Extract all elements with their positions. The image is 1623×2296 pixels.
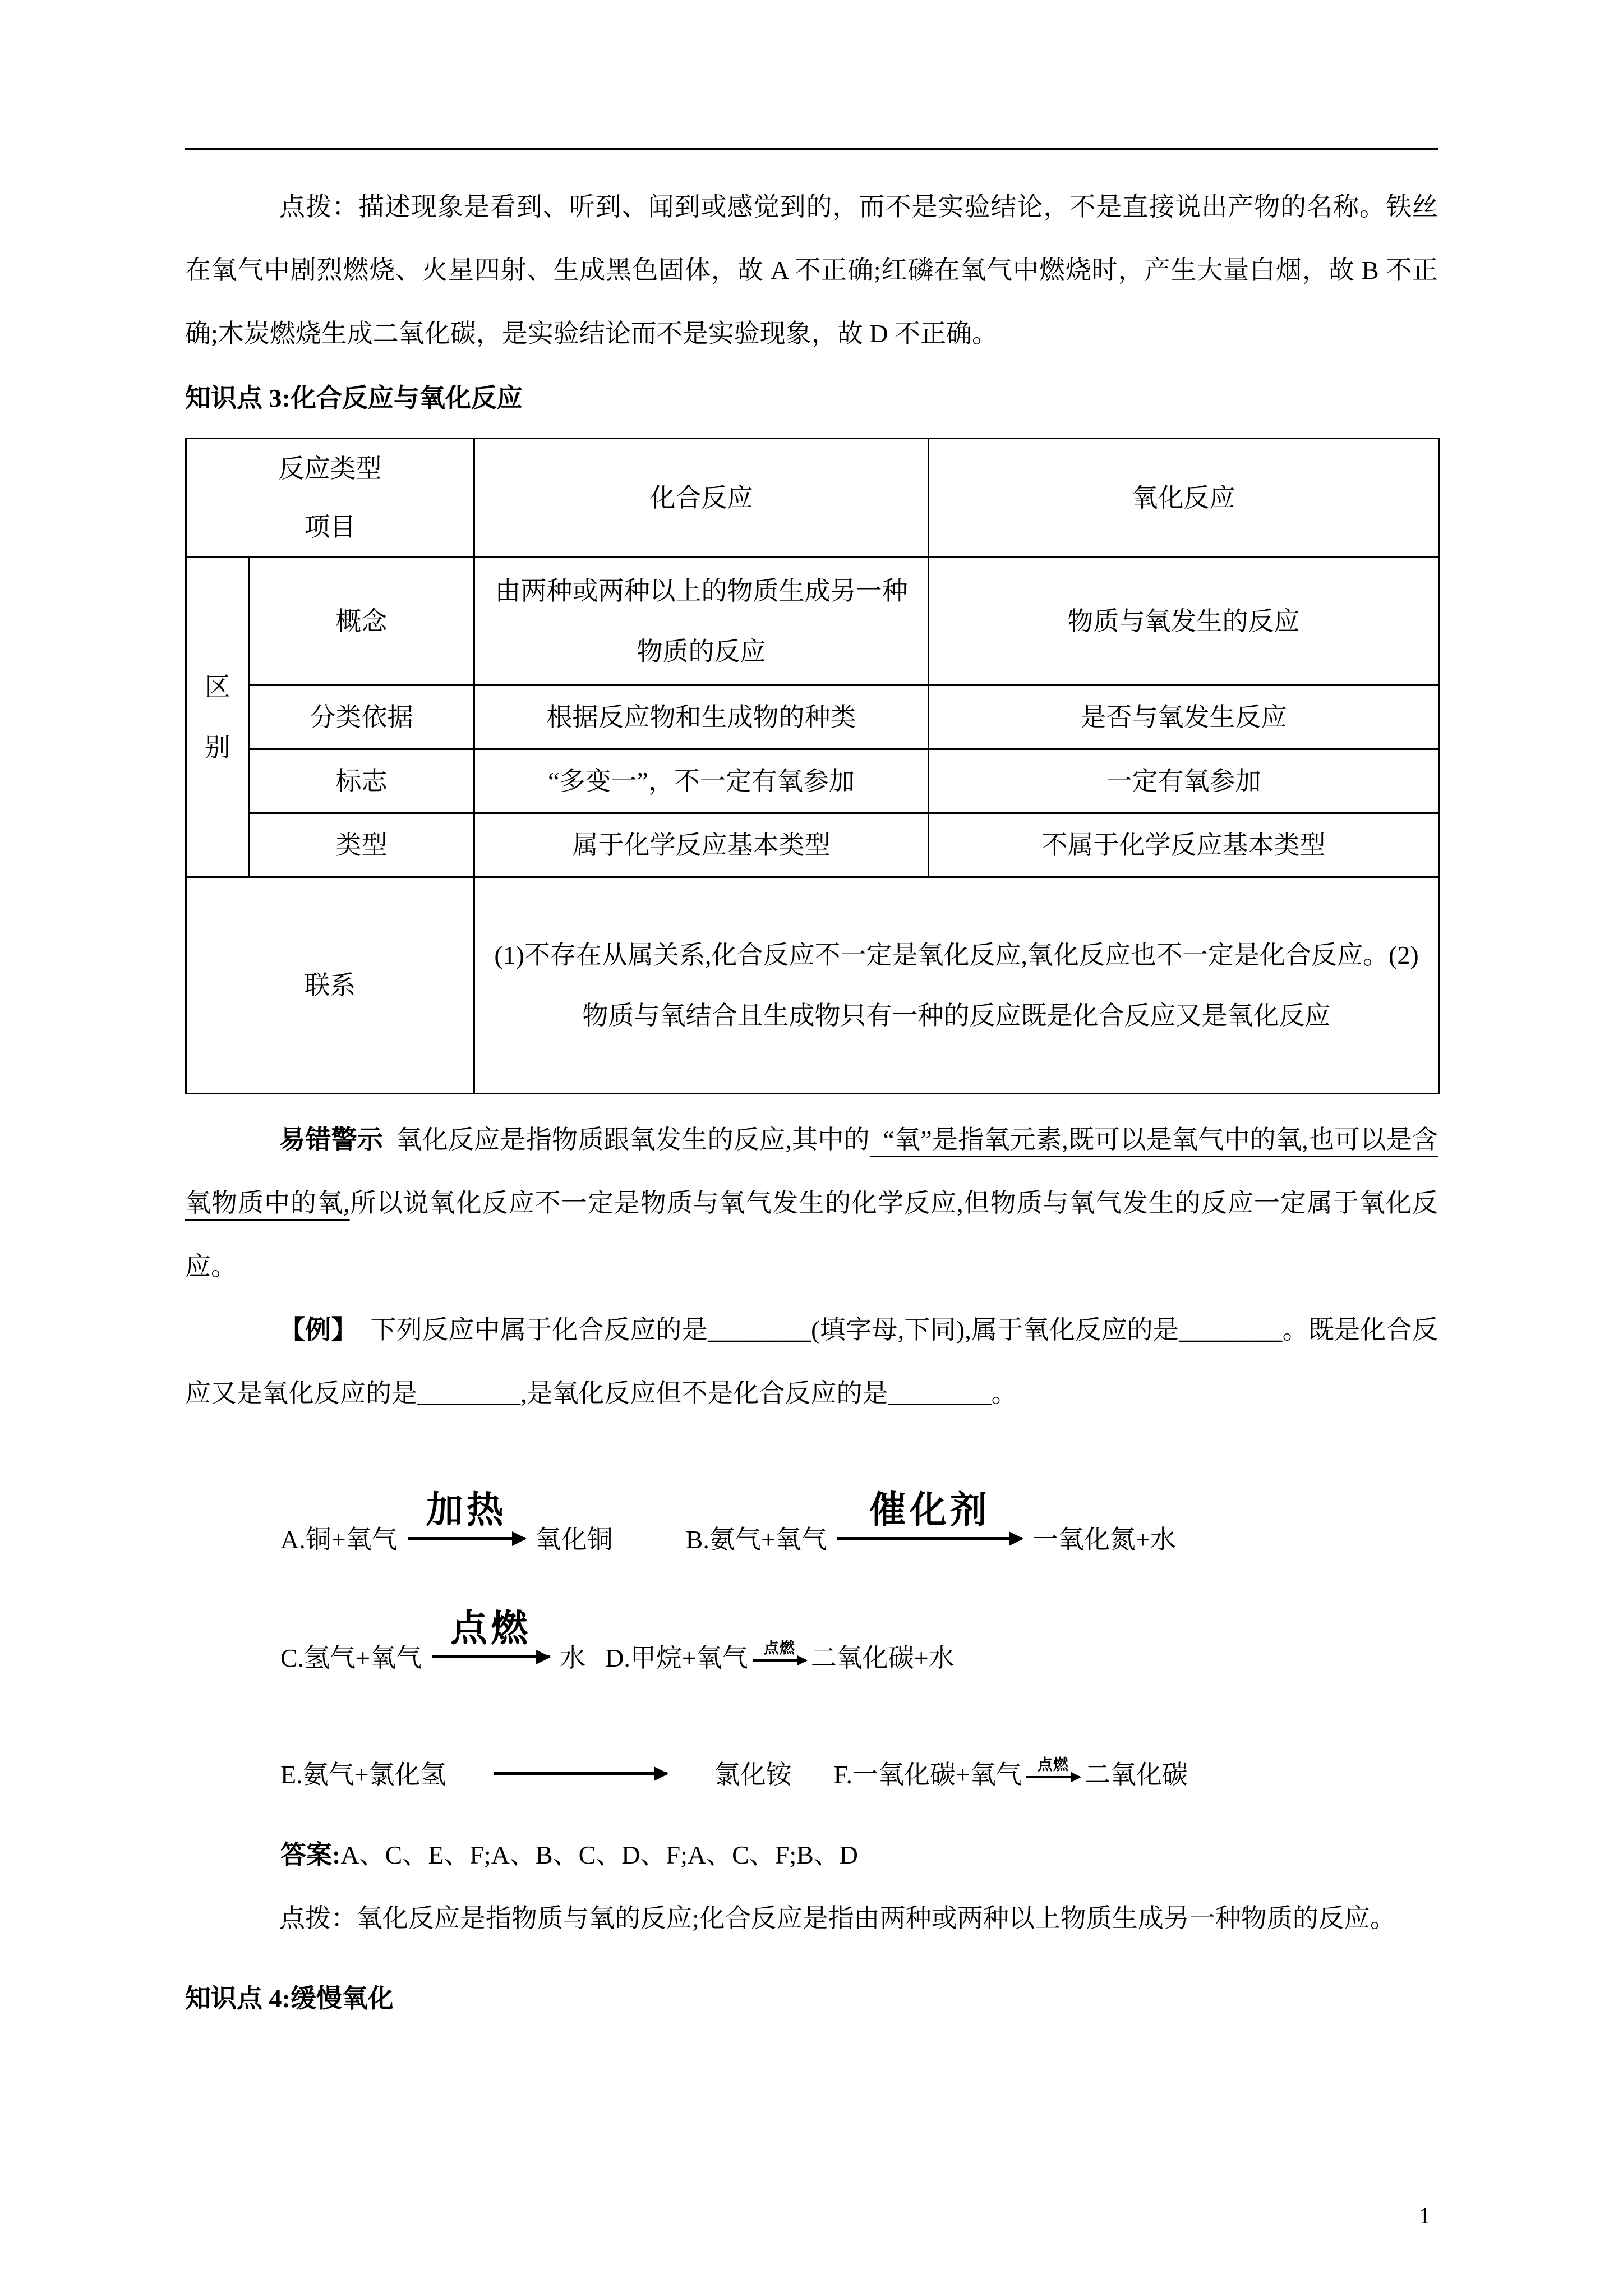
dianbo-2-text: 氧化反应是指物质与氧的反应;化合反应是指由两种或两种以上物质生成另一种物质的反应。 — [357, 1904, 1396, 1932]
reaction-c-lhs: C.氢气+氧气 — [280, 1644, 422, 1672]
table-row-mark — [186, 749, 1439, 813]
basis-combination: 根据反应物和生成物的种类 — [474, 685, 929, 749]
example-text: 下列反应中属于化合反应的是________(填字母,下同),属于氧化反应的是________。既是化合反应又是氧化反应的是________,是氧化反应但不是化合反应的是________。 — [185, 1315, 1438, 1407]
column-header-combination: 化合反应 — [474, 439, 929, 558]
reaction-f-condition: 点燃 — [1037, 1756, 1069, 1773]
paragraph-dianbo-2 — [185, 1887, 1438, 1950]
right-arrow-icon — [753, 1659, 806, 1662]
example-label: 【例】 — [279, 1315, 357, 1344]
reaction-f-lhs: F.一氧化碳+氧气 — [833, 1760, 1022, 1789]
dianbo-1-text: 描述现象是看到、听到、闻到或感觉到的，而不是实验结论，不是直接说出产物的名称。铁丝在氧气中剧烈燃烧、火星四射、生成黑色固体，故 A 不正确;红磷在氧气中燃烧时，产生大量白烟，故 B 不正确;木炭燃烧生成二氧化碳，是实验结论而不是实验现象，故 D 不正确。 — [185, 192, 1438, 348]
reaction-line-1 — [185, 1492, 1438, 1571]
reaction-e-rhs: 氯化铵 — [714, 1760, 792, 1789]
table-row-concept — [186, 558, 1439, 685]
row-label-type: 类型 — [249, 813, 474, 877]
relation-text: (1)不存在从属关系,化合反应不一定是氧化反应,氧化反应也不一定是化合反应。(2)物质与氧结合且生成物只有一种的反应既是化合反应又是氧化反应 — [474, 877, 1439, 1094]
reaction-d-rhs: 二氧化碳+水 — [810, 1644, 955, 1672]
reaction-d-lhs: D.甲烷+氧气 — [605, 1644, 748, 1672]
concept-combination: 由两种或两种以上的物质生成另一种物质的反应 — [474, 558, 929, 685]
answer-text: A、C、E、F;A、B、C、D、F;A、C、F;B、D — [340, 1841, 859, 1869]
reaction-line-2 — [185, 1608, 1438, 1690]
table-header-row — [186, 439, 1439, 558]
reaction-d-condition: 点燃 — [763, 1640, 795, 1657]
answer-label: 答案: — [280, 1841, 341, 1869]
table-row-relation — [186, 877, 1439, 1094]
right-arrow-icon — [1026, 1776, 1080, 1778]
reaction-c-arrow — [432, 1608, 550, 1658]
relation-label: 联系 — [186, 877, 474, 1094]
header-rule — [185, 148, 1438, 150]
reaction-c-rhs: 水 — [560, 1644, 586, 1672]
table-row-type — [186, 813, 1439, 877]
reaction-a-arrow — [408, 1492, 525, 1540]
reaction-f-arrow — [1026, 1757, 1080, 1778]
reaction-b-arrow — [837, 1492, 1022, 1540]
group-label-distinction: 区别 — [186, 558, 249, 877]
reaction-f-rhs: 二氧化碳 — [1084, 1760, 1188, 1789]
corner-type-label: 反应类型 — [278, 454, 382, 483]
type-combination: 属于化学反应基本类型 — [474, 813, 929, 877]
concept-oxidation: 物质与氧发生的反应 — [929, 558, 1439, 685]
type-oxidation: 不属于化学反应基本类型 — [929, 813, 1439, 877]
column-header-oxidation: 氧化反应 — [929, 439, 1439, 558]
right-arrow-icon — [432, 1655, 550, 1658]
reaction-e-arrow — [494, 1764, 667, 1775]
table-row-basis — [186, 685, 1439, 749]
row-label-concept: 概念 — [249, 558, 474, 685]
mark-combination: “多变一”，不一定有氧参加 — [474, 749, 929, 813]
mark-oxidation: 一定有氧参加 — [929, 749, 1439, 813]
reaction-b-rhs: 一氧化氮+水 — [1032, 1525, 1176, 1554]
row-label-basis: 分类依据 — [249, 685, 474, 749]
dianbo-1-label: 点拨： — [279, 192, 358, 221]
reaction-a-lhs: A.铜+氧气 — [280, 1525, 398, 1554]
row-label-mark: 标志 — [249, 749, 474, 813]
warning-pre-text: 氧化反应是指物质跟氧发生的反应,其中的 — [383, 1125, 870, 1154]
basis-oxidation: 是否与氧发生反应 — [929, 685, 1439, 749]
warning-underlined-text: “氧”是指氧元素,既可以是氧气中的氧,也可以是含氧物质中的氧, — [185, 1125, 1438, 1217]
warning-post-text: 所以说氧化反应不一定是物质与氧气发生的化学反应,但物质与氧气发生的反应一定属于氧化反应。 — [185, 1189, 1438, 1281]
paragraph-warning — [185, 1108, 1438, 1298]
reaction-b-lhs: B.氨气+氧气 — [685, 1525, 827, 1554]
right-arrow-icon — [837, 1537, 1022, 1540]
right-arrow-icon — [494, 1772, 667, 1775]
reaction-b-condition: 催化剂 — [869, 1490, 990, 1531]
warning-label: 易错警示 — [279, 1125, 384, 1154]
page-number: 1 — [1419, 2203, 1430, 2228]
reaction-c-condition: 点燃 — [450, 1608, 532, 1649]
corner-item-label: 项目 — [304, 512, 356, 541]
reaction-e-lhs: E.氨气+氯化氢 — [280, 1760, 446, 1789]
reaction-d-arrow — [753, 1641, 806, 1662]
reaction-a-rhs: 氧化铜 — [535, 1525, 613, 1554]
comparison-table — [185, 438, 1440, 1094]
reaction-line-3 — [185, 1743, 1438, 1806]
right-arrow-icon — [408, 1537, 525, 1540]
paragraph-example — [185, 1298, 1438, 1425]
heading-knowledge-point-3: 知识点 3:化合反应与氧化反应 — [185, 384, 523, 412]
dianbo-2-label: 点拨： — [279, 1904, 357, 1932]
answer-line — [185, 1823, 1438, 1887]
heading-knowledge-point-4: 知识点 4:缓慢氧化 — [185, 1984, 394, 2013]
table-corner-cell — [186, 439, 474, 558]
paragraph-dianbo-1 — [185, 175, 1438, 365]
reaction-a-condition: 加热 — [426, 1490, 507, 1531]
